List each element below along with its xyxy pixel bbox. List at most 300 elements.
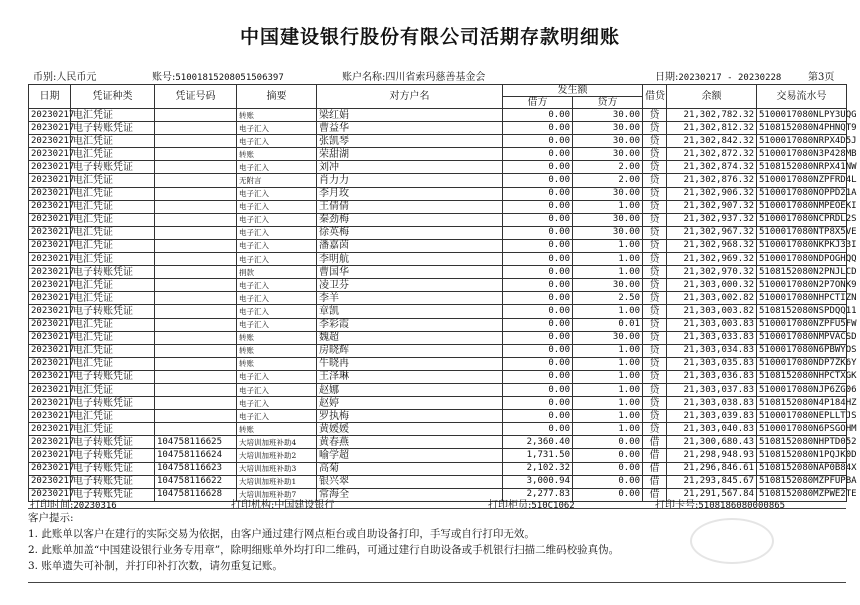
table-row bbox=[29, 292, 847, 305]
cell-balance: 21,302,906.32 bbox=[667, 187, 757, 200]
divider bbox=[28, 508, 846, 509]
cell-voucher-no bbox=[155, 331, 237, 344]
cell-counterparty: 李彩霞 bbox=[317, 318, 503, 331]
table-row bbox=[29, 397, 847, 410]
cell-voucher-type: 电汇凭证 bbox=[71, 226, 155, 239]
cell-credit: 30.00 bbox=[573, 226, 643, 239]
table-row bbox=[29, 344, 847, 357]
cell-debit: 0.00 bbox=[503, 423, 573, 436]
cell-counterparty: 梁红娟 bbox=[317, 109, 503, 122]
cell-summary: 电子汇入 bbox=[237, 279, 317, 292]
cell-date: 20230217 bbox=[29, 135, 71, 148]
cell-credit: 1.00 bbox=[573, 397, 643, 410]
cell-debit: 0.00 bbox=[503, 187, 573, 200]
cell-counterparty: 赵娜 bbox=[317, 383, 503, 396]
table-row bbox=[29, 475, 847, 488]
cell-date: 20230217 bbox=[29, 109, 71, 122]
cell-date: 20230217 bbox=[29, 253, 71, 266]
cell-balance: 21,293,845.67 bbox=[667, 475, 757, 488]
account-field bbox=[152, 68, 284, 84]
cell-voucher-type: 电汇凭证 bbox=[71, 148, 155, 161]
cell-dc: 贷 bbox=[643, 318, 667, 331]
cell-counterparty: 凌卫芬 bbox=[317, 279, 503, 292]
cell-balance: 21,298,948.93 bbox=[667, 449, 757, 462]
cell-date: 20230217 bbox=[29, 213, 71, 226]
cell-voucher-no bbox=[155, 109, 237, 122]
cell-balance: 21,302,968.32 bbox=[667, 239, 757, 252]
cell-summary: 电子汇入 bbox=[237, 213, 317, 226]
cell-credit: 30.00 bbox=[573, 279, 643, 292]
cell-debit: 0.00 bbox=[503, 344, 573, 357]
header-counterparty: 对方户名 bbox=[317, 85, 503, 109]
table-row bbox=[29, 174, 847, 187]
cell-credit: 30.00 bbox=[573, 122, 643, 135]
cell-credit: 2.50 bbox=[573, 292, 643, 305]
header-balance: 余额 bbox=[667, 85, 757, 109]
cell-voucher-no bbox=[155, 318, 237, 331]
cell-dc: 贷 bbox=[643, 410, 667, 423]
account-name-label: 账户名称: bbox=[342, 72, 386, 83]
cell-debit: 0.00 bbox=[503, 292, 573, 305]
cell-summary: 电子汇入 bbox=[237, 200, 317, 213]
cell-voucher-no bbox=[155, 187, 237, 200]
cell-summary: 捐款 bbox=[237, 266, 317, 279]
print-card-label: 打印卡号: bbox=[655, 500, 699, 511]
cell-txn-no: 5108152080N1PQJK0D bbox=[757, 449, 847, 462]
date-label: 日期: bbox=[655, 72, 679, 83]
print-teller-value: 510C1062 bbox=[531, 501, 575, 511]
cell-balance: 21,303,033.83 bbox=[667, 331, 757, 344]
cell-balance: 21,302,970.32 bbox=[667, 266, 757, 279]
cell-summary: 转账 bbox=[237, 344, 317, 357]
cell-voucher-no: 104758116623 bbox=[155, 462, 237, 475]
cell-summary: 大培训加班补助4 bbox=[237, 436, 317, 449]
cell-voucher-type: 电子转账凭证 bbox=[71, 266, 155, 279]
cell-voucher-no bbox=[155, 423, 237, 436]
cell-counterparty: 潘嘉茵 bbox=[317, 239, 503, 252]
cell-dc: 贷 bbox=[643, 148, 667, 161]
cell-counterparty: 银兴翠 bbox=[317, 475, 503, 488]
cell-debit: 3,000.94 bbox=[503, 475, 573, 488]
cell-balance: 21,303,038.83 bbox=[667, 397, 757, 410]
header-txn-no: 交易流水号 bbox=[757, 85, 847, 109]
cell-voucher-no bbox=[155, 122, 237, 135]
cell-counterparty: 徐英梅 bbox=[317, 226, 503, 239]
cell-voucher-no: 104758116628 bbox=[155, 488, 237, 501]
cell-txn-no: 5100017080NMPVACSD bbox=[757, 331, 847, 344]
cell-counterparty: 张凯琴 bbox=[317, 135, 503, 148]
cell-counterparty: 曹益华 bbox=[317, 122, 503, 135]
print-card-value: 5108186080000865 bbox=[698, 501, 786, 511]
print-time-label: 打印时间: bbox=[30, 500, 74, 511]
cell-balance: 21,303,002.82 bbox=[667, 292, 757, 305]
account-label: 账号: bbox=[152, 72, 176, 83]
cell-balance: 21,303,039.83 bbox=[667, 410, 757, 423]
cell-summary: 电子汇入 bbox=[237, 226, 317, 239]
cell-txn-no: 5108152080MZPFUPBA bbox=[757, 475, 847, 488]
cell-date: 20230217 bbox=[29, 383, 71, 396]
cell-summary: 电子汇入 bbox=[237, 318, 317, 331]
cell-txn-no: 5100017080NTP8X5VE bbox=[757, 226, 847, 239]
cell-counterparty: 高菊 bbox=[317, 462, 503, 475]
cell-date: 20230217 bbox=[29, 239, 71, 252]
cell-counterparty: 刘冲 bbox=[317, 161, 503, 174]
cell-credit: 1.00 bbox=[573, 344, 643, 357]
document-title: 中国建设银行股份有限公司活期存款明细账 bbox=[239, 26, 620, 48]
bottom-divider bbox=[28, 582, 846, 583]
header-amount: 发生额 bbox=[503, 85, 643, 97]
cell-txn-no: 5108152080NHPCTXGK bbox=[757, 370, 847, 383]
table-row bbox=[29, 436, 847, 449]
cell-txn-no: 5100017080N3P428MB bbox=[757, 148, 847, 161]
cell-txn-no: 5108152080N4P184HZ bbox=[757, 397, 847, 410]
cell-debit: 0.00 bbox=[503, 148, 573, 161]
currency-field bbox=[33, 68, 96, 84]
cell-voucher-type: 电子转账凭证 bbox=[71, 449, 155, 462]
cell-balance: 21,302,876.32 bbox=[667, 174, 757, 187]
date-range-field bbox=[655, 68, 781, 84]
cell-dc: 贷 bbox=[643, 239, 667, 252]
cell-balance: 21,296,846.61 bbox=[667, 462, 757, 475]
cell-summary: 电子汇入 bbox=[237, 397, 317, 410]
table-row bbox=[29, 449, 847, 462]
cell-credit: 0.01 bbox=[573, 318, 643, 331]
header-date: 日期 bbox=[29, 85, 71, 109]
cell-voucher-type: 电汇凭证 bbox=[71, 253, 155, 266]
cell-summary: 电子汇入 bbox=[237, 370, 317, 383]
cell-summary: 电子汇入 bbox=[237, 305, 317, 318]
cell-counterparty: 王倩倩 bbox=[317, 200, 503, 213]
cell-summary: 电子汇入 bbox=[237, 135, 317, 148]
cell-counterparty: 常海全 bbox=[317, 488, 503, 501]
cell-txn-no: 5100017080NKPKJ33I bbox=[757, 239, 847, 252]
cell-summary: 电子汇入 bbox=[237, 410, 317, 423]
cell-debit: 0.00 bbox=[503, 135, 573, 148]
table-row bbox=[29, 109, 847, 122]
table-row bbox=[29, 423, 847, 436]
cell-date: 20230217 bbox=[29, 331, 71, 344]
cell-debit: 0.00 bbox=[503, 318, 573, 331]
cell-dc: 借 bbox=[643, 462, 667, 475]
cell-summary: 大培训加班补助1 bbox=[237, 475, 317, 488]
cell-counterparty: 房晓辉 bbox=[317, 344, 503, 357]
cell-txn-no: 5108152080N2PNJLCD bbox=[757, 266, 847, 279]
table-row bbox=[29, 410, 847, 423]
cell-summary: 大培训加班补助7 bbox=[237, 488, 317, 501]
cell-debit: 0.00 bbox=[503, 331, 573, 344]
cell-voucher-type: 电子转账凭证 bbox=[71, 475, 155, 488]
cell-debit: 0.00 bbox=[503, 239, 573, 252]
cell-counterparty: 秦劲梅 bbox=[317, 213, 503, 226]
cell-txn-no: 5100017080NOPPD21A bbox=[757, 187, 847, 200]
cell-voucher-type: 电汇凭证 bbox=[71, 318, 155, 331]
account-value: 51001815208051506397 bbox=[175, 73, 284, 83]
cell-summary: 电子汇入 bbox=[237, 292, 317, 305]
cell-summary: 转账 bbox=[237, 109, 317, 122]
cell-date: 20230217 bbox=[29, 305, 71, 318]
cell-dc: 借 bbox=[643, 436, 667, 449]
cell-voucher-type: 电汇凭证 bbox=[71, 174, 155, 187]
cell-credit: 2.00 bbox=[573, 161, 643, 174]
cell-dc: 贷 bbox=[643, 213, 667, 226]
cell-txn-no: 5100017080NCPRDL2S bbox=[757, 213, 847, 226]
cell-debit: 2,102.32 bbox=[503, 462, 573, 475]
cell-voucher-no bbox=[155, 174, 237, 187]
cell-dc: 借 bbox=[643, 449, 667, 462]
cell-voucher-no: 104758116625 bbox=[155, 436, 237, 449]
cell-debit: 2,360.40 bbox=[503, 436, 573, 449]
account-name-field bbox=[342, 68, 485, 84]
cell-credit: 1.00 bbox=[573, 239, 643, 252]
cell-voucher-type: 电汇凭证 bbox=[71, 344, 155, 357]
cell-voucher-type: 电子转账凭证 bbox=[71, 122, 155, 135]
cell-credit: 30.00 bbox=[573, 135, 643, 148]
cell-summary: 无附言 bbox=[237, 174, 317, 187]
cell-dc: 借 bbox=[643, 488, 667, 501]
cell-voucher-type: 电汇凭证 bbox=[71, 383, 155, 396]
cell-balance: 21,302,937.32 bbox=[667, 213, 757, 226]
cell-summary: 转账 bbox=[237, 148, 317, 161]
cell-date: 20230217 bbox=[29, 266, 71, 279]
cell-voucher-type: 电汇凭证 bbox=[71, 331, 155, 344]
cell-date: 20230217 bbox=[29, 370, 71, 383]
cell-dc: 贷 bbox=[643, 292, 667, 305]
cell-voucher-type: 电子转账凭证 bbox=[71, 462, 155, 475]
cell-txn-no: 5100017080NMPEOEKI bbox=[757, 200, 847, 213]
cell-credit: 30.00 bbox=[573, 213, 643, 226]
cell-voucher-type: 电汇凭证 bbox=[71, 357, 155, 370]
table-row bbox=[29, 318, 847, 331]
cell-date: 20230217 bbox=[29, 148, 71, 161]
notes-heading: 客户提示: bbox=[28, 512, 74, 524]
cell-txn-no: 5100017080NRPX4D5J bbox=[757, 135, 847, 148]
cell-txn-no: 5100017080NHPCTIZN bbox=[757, 292, 847, 305]
cell-balance: 21,303,036.83 bbox=[667, 370, 757, 383]
cell-voucher-type: 电汇凭证 bbox=[71, 109, 155, 122]
cell-txn-no: 5100017080NLPY3UQG bbox=[757, 109, 847, 122]
cell-dc: 贷 bbox=[643, 226, 667, 239]
cell-dc: 贷 bbox=[643, 370, 667, 383]
cell-summary: 大培训加班补助3 bbox=[237, 462, 317, 475]
header-voucher-type: 凭证种类 bbox=[71, 85, 155, 109]
cell-voucher-no bbox=[155, 213, 237, 226]
cell-debit: 0.00 bbox=[503, 305, 573, 318]
cell-txn-no: 5108152080NSPDQQ11 bbox=[757, 305, 847, 318]
cell-credit: 1.00 bbox=[573, 370, 643, 383]
cell-counterparty: 李羊 bbox=[317, 292, 503, 305]
cell-balance: 21,302,967.32 bbox=[667, 226, 757, 239]
cell-dc: 贷 bbox=[643, 383, 667, 396]
cell-credit: 1.00 bbox=[573, 253, 643, 266]
cell-dc: 贷 bbox=[643, 135, 667, 148]
print-org-value: 中国建设银行 bbox=[274, 500, 335, 511]
cell-voucher-no bbox=[155, 135, 237, 148]
cell-voucher-type: 电子转账凭证 bbox=[71, 161, 155, 174]
cell-credit: 1.00 bbox=[573, 410, 643, 423]
header-summary: 摘要 bbox=[237, 85, 317, 109]
cell-date: 20230217 bbox=[29, 357, 71, 370]
table-row bbox=[29, 239, 847, 252]
cell-date: 20230217 bbox=[29, 488, 71, 501]
cell-credit: 0.00 bbox=[573, 475, 643, 488]
cell-dc: 贷 bbox=[643, 423, 667, 436]
cell-counterparty: 魏超 bbox=[317, 331, 503, 344]
cell-voucher-no bbox=[155, 148, 237, 161]
cell-date: 20230217 bbox=[29, 344, 71, 357]
cell-balance: 21,303,040.83 bbox=[667, 423, 757, 436]
cell-date: 20230217 bbox=[29, 292, 71, 305]
cell-dc: 贷 bbox=[643, 344, 667, 357]
print-org-label: 打印机构: bbox=[231, 500, 275, 511]
cell-txn-no: 5100017080NZPFRD4L bbox=[757, 174, 847, 187]
table-row bbox=[29, 148, 847, 161]
table-row bbox=[29, 357, 847, 370]
cell-voucher-no bbox=[155, 410, 237, 423]
cell-date: 20230217 bbox=[29, 410, 71, 423]
cell-counterparty: 章凯 bbox=[317, 305, 503, 318]
cell-credit: 0.00 bbox=[573, 488, 643, 501]
cell-dc: 贷 bbox=[643, 357, 667, 370]
print-time-value: 20230316 bbox=[73, 501, 117, 511]
cell-summary: 电子汇入 bbox=[237, 122, 317, 135]
cell-voucher-no bbox=[155, 370, 237, 383]
cell-summary: 大培训加班补助2 bbox=[237, 449, 317, 462]
cell-voucher-type: 电汇凭证 bbox=[71, 279, 155, 292]
cell-credit: 30.00 bbox=[573, 109, 643, 122]
cell-credit: 1.00 bbox=[573, 423, 643, 436]
cell-date: 20230217 bbox=[29, 187, 71, 200]
cell-counterparty: 黄春燕 bbox=[317, 436, 503, 449]
cell-voucher-no bbox=[155, 200, 237, 213]
cell-voucher-no bbox=[155, 344, 237, 357]
cell-counterparty: 黄媛媛 bbox=[317, 423, 503, 436]
cell-voucher-no bbox=[155, 239, 237, 252]
cell-debit: 1,731.50 bbox=[503, 449, 573, 462]
note-item: 2. 此账单加盖“中国建设银行业务专用章”，除明细账单外均打印二维码，可通过建行自助设备或手机银行扫描二维码校验真伪。 bbox=[28, 544, 620, 556]
cell-credit: 1.00 bbox=[573, 383, 643, 396]
table-row bbox=[29, 213, 847, 226]
cell-voucher-type: 电汇凭证 bbox=[71, 200, 155, 213]
account-name-value: 四川省索玛慈善基金会 bbox=[385, 72, 486, 83]
cell-voucher-no: 104758116622 bbox=[155, 475, 237, 488]
table-row bbox=[29, 279, 847, 292]
cell-dc: 贷 bbox=[643, 266, 667, 279]
cell-txn-no: 5100017080N2P7ONK9 bbox=[757, 279, 847, 292]
cell-txn-no: 5108152080NAP0B84X bbox=[757, 462, 847, 475]
cell-voucher-type: 电子转账凭证 bbox=[71, 436, 155, 449]
cell-voucher-no: 104758116624 bbox=[155, 449, 237, 462]
cell-debit: 0.00 bbox=[503, 200, 573, 213]
cell-voucher-no bbox=[155, 279, 237, 292]
cell-debit: 2,277.83 bbox=[503, 488, 573, 501]
table-row bbox=[29, 370, 847, 383]
cell-txn-no: 5100017080NDP7ZK6Y bbox=[757, 357, 847, 370]
cell-debit: 0.00 bbox=[503, 213, 573, 226]
cell-credit: 30.00 bbox=[573, 148, 643, 161]
cell-dc: 贷 bbox=[643, 161, 667, 174]
cell-txn-no: 5100017080N6PSGOHM bbox=[757, 423, 847, 436]
cell-counterparty: 赵婷 bbox=[317, 397, 503, 410]
cell-txn-no: 5108152080N4PHNQT9 bbox=[757, 122, 847, 135]
cell-counterparty: 荣甜湖 bbox=[317, 148, 503, 161]
cell-balance: 21,303,000.32 bbox=[667, 279, 757, 292]
table-row bbox=[29, 266, 847, 279]
cell-dc: 贷 bbox=[643, 109, 667, 122]
cell-balance: 21,302,969.32 bbox=[667, 253, 757, 266]
cell-voucher-no bbox=[155, 253, 237, 266]
cell-credit: 1.00 bbox=[573, 357, 643, 370]
cell-summary: 电子汇入 bbox=[237, 239, 317, 252]
statement-table bbox=[28, 84, 857, 502]
table-row bbox=[29, 135, 847, 148]
table-row bbox=[29, 161, 847, 174]
table-row bbox=[29, 253, 847, 266]
page-number: 第3页 bbox=[808, 72, 835, 83]
cell-date: 20230217 bbox=[29, 226, 71, 239]
cell-credit: 1.00 bbox=[573, 266, 643, 279]
cell-debit: 0.00 bbox=[503, 397, 573, 410]
cell-credit: 2.00 bbox=[573, 174, 643, 187]
table-row bbox=[29, 200, 847, 213]
cell-dc: 贷 bbox=[643, 174, 667, 187]
cell-date: 20230217 bbox=[29, 475, 71, 488]
cell-balance: 21,303,003.82 bbox=[667, 305, 757, 318]
cell-counterparty: 牛晓冉 bbox=[317, 357, 503, 370]
cell-dc: 贷 bbox=[643, 200, 667, 213]
cell-counterparty: 喻学超 bbox=[317, 449, 503, 462]
note-item: 1. 此账单以客户在建行的实际交易为依据，由客户通过建行网点柜台或自助设备打印，手写或自行打印无效。 bbox=[28, 528, 535, 540]
header-dc: 借贷 bbox=[643, 85, 667, 109]
cell-credit: 1.00 bbox=[573, 200, 643, 213]
cell-voucher-type: 电汇凭证 bbox=[71, 292, 155, 305]
cell-voucher-type: 电汇凭证 bbox=[71, 423, 155, 436]
cell-debit: 0.00 bbox=[503, 161, 573, 174]
cell-voucher-type: 电子转账凭证 bbox=[71, 397, 155, 410]
cell-voucher-no bbox=[155, 305, 237, 318]
cell-voucher-type: 电汇凭证 bbox=[71, 187, 155, 200]
cell-txn-no: 5100017080NEPLLTJS bbox=[757, 410, 847, 423]
cell-date: 20230217 bbox=[29, 462, 71, 475]
table-row bbox=[29, 187, 847, 200]
cell-counterparty: 罗执梅 bbox=[317, 410, 503, 423]
currency-value: 人民币元 bbox=[56, 72, 97, 83]
cell-date: 20230217 bbox=[29, 200, 71, 213]
cell-credit: 0.00 bbox=[573, 462, 643, 475]
cell-dc: 贷 bbox=[643, 397, 667, 410]
cell-voucher-no bbox=[155, 397, 237, 410]
cell-voucher-type: 电子转账凭证 bbox=[71, 488, 155, 501]
cell-summary: 电子汇入 bbox=[237, 253, 317, 266]
cell-balance: 21,303,034.83 bbox=[667, 344, 757, 357]
cell-date: 20230217 bbox=[29, 423, 71, 436]
table-row bbox=[29, 305, 847, 318]
cell-dc: 贷 bbox=[643, 253, 667, 266]
cell-voucher-type: 电子转账凭证 bbox=[71, 370, 155, 383]
cell-summary: 电子汇入 bbox=[237, 161, 317, 174]
cell-debit: 0.00 bbox=[503, 174, 573, 187]
cell-txn-no: 5100017080NJP6ZG06 bbox=[757, 383, 847, 396]
cell-voucher-no bbox=[155, 383, 237, 396]
cell-txn-no: 5108152080NHPTD052 bbox=[757, 436, 847, 449]
cell-debit: 0.00 bbox=[503, 279, 573, 292]
cell-dc: 贷 bbox=[643, 279, 667, 292]
cell-debit: 0.00 bbox=[503, 109, 573, 122]
cell-balance: 21,302,782.32 bbox=[667, 109, 757, 122]
cell-voucher-type: 电汇凭证 bbox=[71, 135, 155, 148]
header-voucher-no: 凭证号码 bbox=[155, 85, 237, 109]
header-credit: 贷方 bbox=[573, 97, 643, 109]
cell-date: 20230217 bbox=[29, 436, 71, 449]
